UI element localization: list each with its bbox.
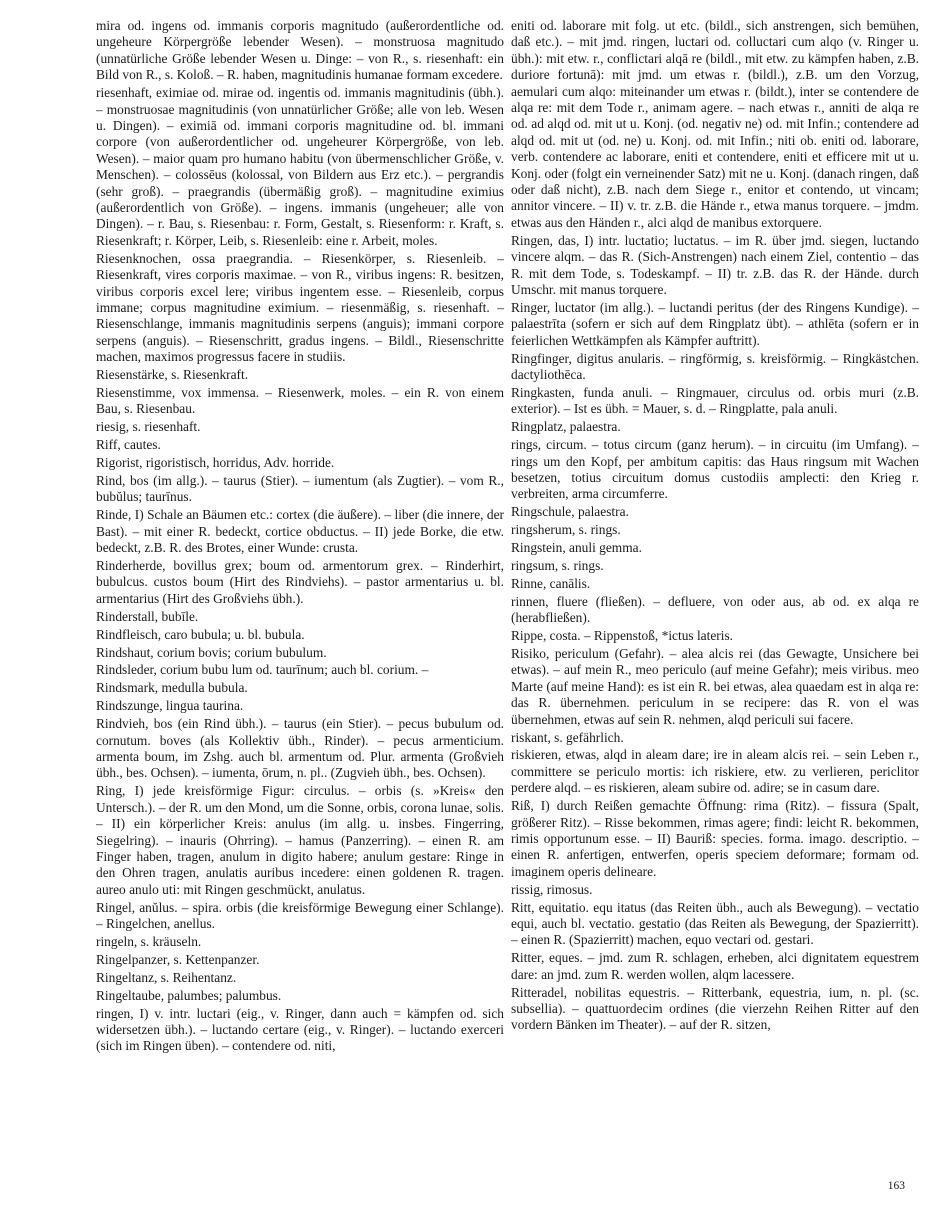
entry: Rinderstall, bubīle.: [96, 608, 199, 624]
page-number: 163: [887, 1180, 905, 1192]
entry: Ringfinger, digitus anularis. – ringförmig, s. kreisförmig. – Ringkästchen. dactyliothēca.: [511, 350, 919, 383]
entry: Riß, I) durch Reißen gemachte Öffnung: rima (Ritz). – fissura (Spalt, größerer Ritz). – Risse bekommen, rimas agere; findi: leicht R. bekommen, rimis opportunum esse. – II) Bauriß: species. forma. imago. descriptio. – einen R. anfertigen, entwerfen, operis speciem deformare; formam od. imaginem operis delineare.: [511, 798, 919, 879]
entry: Rinne, canālis.: [511, 575, 591, 591]
entry: Rinderherde, bovillus grex; boum od. armentorum grex. – Rinderhirt, bubulcus. custos boum (Hirt des Rindviehs). – pastor armentarius u. bl. armentarius (Hirt des Großviehs übh.).: [96, 558, 504, 606]
entry: Ringplatz, palaestra.: [511, 419, 621, 435]
entry: Ring, I) jede kreisförmige Figur: circulus. – orbis (s. »Kreis« den Untersch.). – der R. um den Mond, um die Sonne, orbis, corona lunae, solis. – II) ein körperlicher Kreis: anulus (im allg. u. insbes. Fingerring, Siegelring). – inauris (Ohrring). – hamus (Panzerring). – einen R. am Finger haben, tragen, anulum in digito habere; anulum gestare: Ringe in den Ohren tragen, anulatis auribus incedere: einen goldenen R. tragen. aureo anulo uti: mit Ringen geschmückt, anulatus.: [96, 783, 504, 897]
entry: Riesenstimme, vox immensa. – Riesenwerk, moles. – ein R. von einem Bau, s. Riesenbau.: [96, 384, 504, 417]
entry: riskant, s. gefährlich.: [511, 729, 624, 745]
entry: ringsherum, s. rings.: [511, 522, 621, 538]
entry: Ritt, equitatio. equ itatus (das Reiten übh., auch als Bewegung). – vectatio equi, auch bl. vectatio. gestatio (das Reiten als Bewegung, der Spazierritt). – einen R. (Spazierritt) machen, equo vectari od. gestari.: [511, 899, 919, 948]
entry: ringen, I) v. intr. luctari (eig., v. Ringer, dann auch = kämpfen od. sich widersetzen übh.). – luctando certare (eig., v. Ringer). – luctando exerceri (sich im Ringen üben). – contendere od. niti,: [96, 1005, 504, 1054]
entry: Riesenstärke, s. Riesenkraft.: [96, 367, 249, 383]
entry: riesig, s. riesenhaft.: [96, 419, 201, 435]
entry: ringsum, s. rings.: [511, 558, 604, 573]
entry: Ringeltanz, s. Reihentanz.: [96, 969, 237, 985]
entry: Ringschule, palaestra.: [511, 504, 629, 520]
entry: Rindfleisch, caro bubula; u. bl. bubula.: [96, 626, 305, 642]
entry: Rind, bos (im allg.). – taurus (Stier). – iumentum (als Zugtier). – vom R., bubŭlus; taurīnus.: [96, 472, 504, 505]
entry: Rindsmark, medulla bubula.: [96, 680, 248, 696]
entry: Ringel, anŭlus. – spira. orbis (die kreisförmige Bewegung einer Schlange). – Ringelchen, anellus.: [96, 899, 504, 932]
entry: Rindvieh, bos (ein Rind übh.). – taurus (ein Stier). – pecus bubulum od. cornutum. boves (als Kollektiv übh., Rinder). – pecus armenticium. armenta boum, im Zshg. auch bl. armentum od. Plur. armenta (Großvieh übh., bes. Ochsen). – iumenta, ōrum, n. pl.. (Zugvieh übh., bes. Ochsen).: [96, 716, 504, 781]
entry: Riesenknochen, ossa praegrandia. – Riesenkörper, s. Riesenleib. – Riesenkraft, vires corporis maximae. – von R., viribus ingens: R. besitzen, viribus corporis excel lere; viribus ingentem esse. – Riesenleib, corpus immane; corpus magnitudine eximium. – riesenmäßig, s. riesenhaft. – Riesenschlange, immanis magnitudinis serpens (anguis); immani corpore serpens (anguis). – Riesenschritt, gradus ingens. – Bildl., Riesenschritte machen, maximos progressus facere in studiis.: [96, 250, 504, 365]
entry: Ringkasten, funda anuli. – Ringmauer, circulus od. orbis muri (z.B. exterior). – Ist es übh. = Mauer, s. d. – Ringplatte, pala anuli.: [511, 384, 919, 417]
left-column: [96, 18, 504, 1183]
entry: rissig, rimosus.: [511, 881, 593, 897]
entry: ringeln, s. kräuseln.: [96, 933, 202, 949]
entry: rinnen, fluere (fließen). – defluere, von oder aus, ab od. ex alqa re (herabfließen).: [511, 593, 919, 626]
entry: Ritter, eques. – jmd. zum R. schlagen, erheben, alci dignitatem equestrem dare: an jmd. zum R. werden wollen, alqm lacessere.: [511, 950, 919, 982]
entry: Riff, cautes.: [96, 437, 161, 453]
entry: riskieren, etwas, alqd in aleam dare; ire in aleam alcis rei. – sein Leben r., committere se periculo mortis: ich riskiere, etw. zu verlieren, periclitor perdere alqd. – es riskieren, aleam subire od. adire; se in casum dare.: [511, 747, 919, 796]
entry: mira od. ingens od. immanis corporis magnitudo (außerordentliche od. ungeheure Körpergröße lebender Wesen). – monstruosa magnitudo (unnatürliche Größe lebender Wesen u. Dinge: – von R., s. riesenhaft: ein Bild von R., s. Koloß. – R. haben, magnitudinis humanae formam excedere.: [96, 18, 504, 83]
entry: Ritteradel, nobilitas equestris. – Ritterbank, equestria, ium, n. pl. (sc. subsellia). – quattuordecim ordines (die vierzehn Reihen Ritter auf den vordern Bänken im Theater). – auf der R. sitzen,: [511, 984, 919, 1033]
entry: Rigorist, rigoristisch, horridus, Adv. horride.: [96, 455, 335, 471]
entry: Ringstein, anuli gemma.: [511, 540, 642, 556]
entry: Ringelpanzer, s. Kettenpanzer.: [96, 951, 260, 967]
entry: Ringen, das, I) intr. luctatio; luctatus. – im R. über jmd. siegen, luctando vincere alqm. – das R. (Sich-Anstrengen) nach einem Ziel, contentio – das R. mit dem Tode, s. Todeskampf. – II) tr. z.B. das R. der Hände. durch Umschr. mit manus torquere.: [511, 232, 919, 297]
entry: Risiko, periculum (Gefahr). – alea alcis rei (das Gewagte, Unsichere bei etwas). – auf mein R., meo periculo (auf meine Gefahr); meis viribus. meo Marte (auf meine Hand): es ist ein R. bei etwas, alea quaedam est in alqa re: das R. übernehmen. periculum in se recipere: das R. von el was übernehmen, etwas auf sein R. nehmen, alqd periculi sui facere.: [511, 646, 919, 727]
entry: riesenhaft, eximiae od. mirae od. ingentis od. immanis magnitudinis (übh.). – monstruosae magnitudinis (von unnatürlicher Größe; alle von leb. Wesen u. Dingen). – eximiā od. immani corporis magnitudine od. bl. immani corpore (von außerordentlicher od. ungeheurer Körpergröße, von leb. Wesen). – maior quam pro humano habitu (von übermenschlicher Größe, v. Menschen). – colossēus (kolossal, von Bildern aus Erz etc.). – pergrandis (sehr groß). – praegrandis (übermäßig groß). – magnitudine eximius (außerordentlich von Größe). – ingens. immanis (ungeheuer; alle von Dingen). – r. Bau, s. Riesenbau: r. Form, Gestalt, s. Riesenform: r. Kraft, s. Riesenkraft; r. Körper, Leib, s. Riesenleib: eine r. Arbeit, moles.: [96, 85, 504, 248]
entry: Rindszunge, lingua taurina.: [96, 698, 244, 714]
entry: eniti od. laborare mit folg. ut etc. (bildl., sich anstrengen, sich bemühen, daß etc.). – mit jmd. ringen, luctari od. colluctari cum alqo (v. Ringer u. übh.): mit etw. r., conflictari alqā re (bildl., mit etw. zu kämpfen haben, z.B. duriore fortunā): mit jmd. um etwas r. (bildl.), z.B. um den Vorzug, aemulari cum alqo: miteinander um etwas r. (bildt.), inter se contendere de alqa re: mit dem Tode r., animam agere. – nach etwas r., anniti de alqa re od. ad alqd od. mit ut u. Konj. (od. negativ ne) od. mit Infin.; contendere ad alqd od. mit ut (od. ne) u. Konj. od. mit Infin.; niti ob. eniti od. laborare, verb. contendere ac laborare, eniti et contendere, eniti et efficere mit ut u. Konj. oder (folgt ein verneinender Satz) mit ne u. Konj. (danach ringen, daß oder daß nicht), z.B. nach dem Siege r., enitor et contendo, ut vincam; annitor vincere. – II) v. tr. z.B. die Hände r., etwa manus torquere. – jmdm. etwas aus den Händen r., alci alqd de manibus extorquere.: [511, 18, 919, 230]
entry: Ringer, luctator (im allg.). – luctandi peritus (der des Ringens Kundige). – palaestrīta (sofern er sich auf dem Ringplatz übt). – athlēta (sofern er in feierlichen Wettkämpfen als Kämpfer auftritt).: [511, 299, 919, 348]
entry: Rippe, costa. – Rippenstoß, *ictus lateris.: [511, 628, 734, 644]
right-column: [511, 18, 919, 1183]
entry: Rindsleder, corium bubu lum od. taurīnum; auch bl. corium. –: [96, 662, 429, 678]
entry: Ringeltaube, palumbes; palumbus.: [96, 987, 282, 1003]
entry: rings, circum. – totus circum (ganz herum). – in circuitu (im Umfang). – rings um den Kopf, per ambitum capitis: das Haus ringsum mit Wachen besetzen, totius circuitum domus custodiis amplecti: den Krieg r. verbreiten, arma circumferre.: [511, 437, 919, 502]
entry: Rindshaut, corium bovis; corium bubulum.: [96, 644, 327, 660]
entry: Rinde, I) Schale an Bäumen etc.: cortex (die äußere). – liber (die innere, der Bast). – mit einer R. bedeckt, cortice obductus. – II) jede Borke, die etw. bedeckt, z.B. R. des Brotes, einer Wunde: crusta.: [96, 507, 504, 556]
